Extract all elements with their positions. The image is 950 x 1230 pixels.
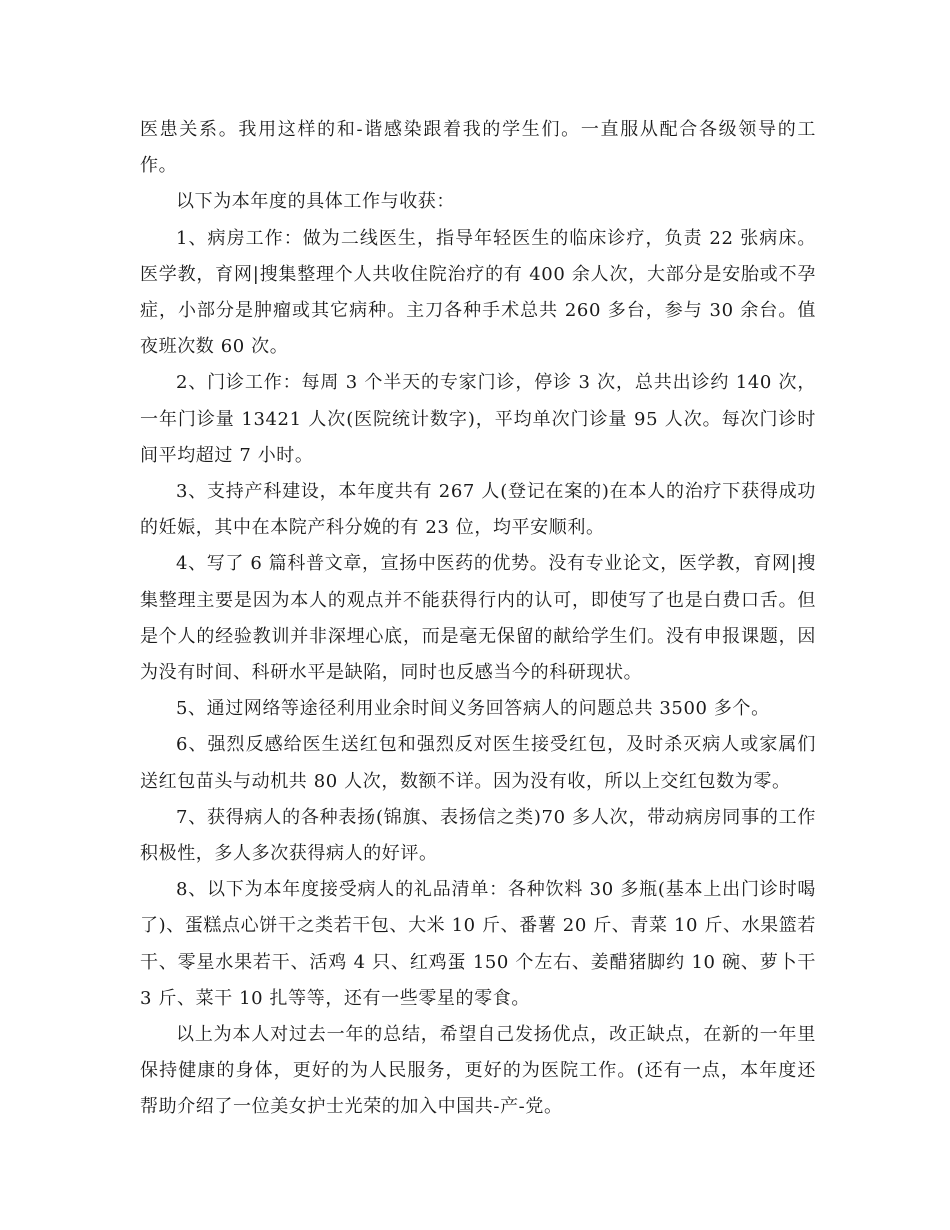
paragraph-item-6-red-envelopes: 6、强烈反感给医生送红包和强烈反对医生接受红包，及时杀灭病人或家属们送红包苗头与动机共 80 人次，数额不详。因为没有收，所以上交红包数为零。 — [140, 734, 816, 792]
paragraph-item-1-ward-work: 1、病房工作：做为二线医生，指导年轻医生的临床诊疗，负责 22 张病床。医学教，育网|搜集整理个人共收住院治疗的有 400 余人次，大部分是安胎或不孕症，小部分是肿瘤或其它病种。主刀各种手术总共 260 多台，参与 30 余台。值夜班次数 60 次。 — [140, 227, 816, 358]
paragraph-intro: 以下为本年度的具体工作与收获： — [176, 191, 455, 213]
paragraph-item-4-articles: 4、写了 6 篇科普文章，宣扬中医药的优势。没有专业论文，医学教，育网|搜集整理主要是因为本人的观点并不能获得行内的认可，即使写了也是白费口舌。但是个人的经验教训并非深埋心底，而是毫无保留的献给学生们。没有申报课题，因为没有时间、科研水平是缺陷，同时也反感当今的科研现状。 — [140, 553, 816, 684]
paragraph-item-7-praise: 7、获得病人的各种表扬(锦旗、表扬信之类)70 多人次，带动病房同事的工作积极性，多人多次获得病人的好评。 — [140, 806, 816, 865]
paragraph-item-5-online-answers: 5、通过网络等途径利用业余时间义务回答病人的问题总共 3500 多个。 — [176, 698, 770, 720]
paragraph-continuation: 医患关系。我用这样的和-谐感染跟着我的学生们。一直服从配合各级领导的工作。 — [140, 119, 816, 177]
paragraph-summary: 以上为本人对过去一年的总结，希望自己发扬优点，改正缺点，在新的一年里保持健康的身体，更好的为人民服务，更好的为医院工作。(还有一点，本年度还帮助介绍了一位美女护士光荣的加入中国共-产-党。 — [140, 1024, 816, 1118]
paragraph-item-8-gift-list: 8、以下为本年度接受病人的礼品清单：各种饮料 30 多瓶(基本上出门诊时喝了)、蛋糕点心饼干之类若干包、大米 10 斤、番薯 20 斤、青菜 10 斤、水果篮若干、零星水果若干、活鸡 4 只、红鸡蛋 150 个左右、姜醋猪脚约 10 碗、萝卜干 3 斤、菜干 10 扎等等，还有一些零星的零食。 — [140, 879, 816, 1009]
paragraph-item-2-outpatient-work: 2、门诊工作：每周 3 个半天的专家门诊，停诊 3 次，总共出诊约 140 次，一年门诊量 13421 人次(医院统计数字)，平均单次门诊量 95 人次。每次门诊时间平均超过 7 小时。 — [140, 372, 816, 466]
paragraph-item-3-obstetrics-support: 3、支持产科建设，本年度共有 267 人(登记在案的)在本人的治疗下获得成功的妊娠，其中在本院产科分娩的有 23 位，均平安顺利。 — [140, 481, 816, 539]
document-body — [140, 112, 816, 1126]
